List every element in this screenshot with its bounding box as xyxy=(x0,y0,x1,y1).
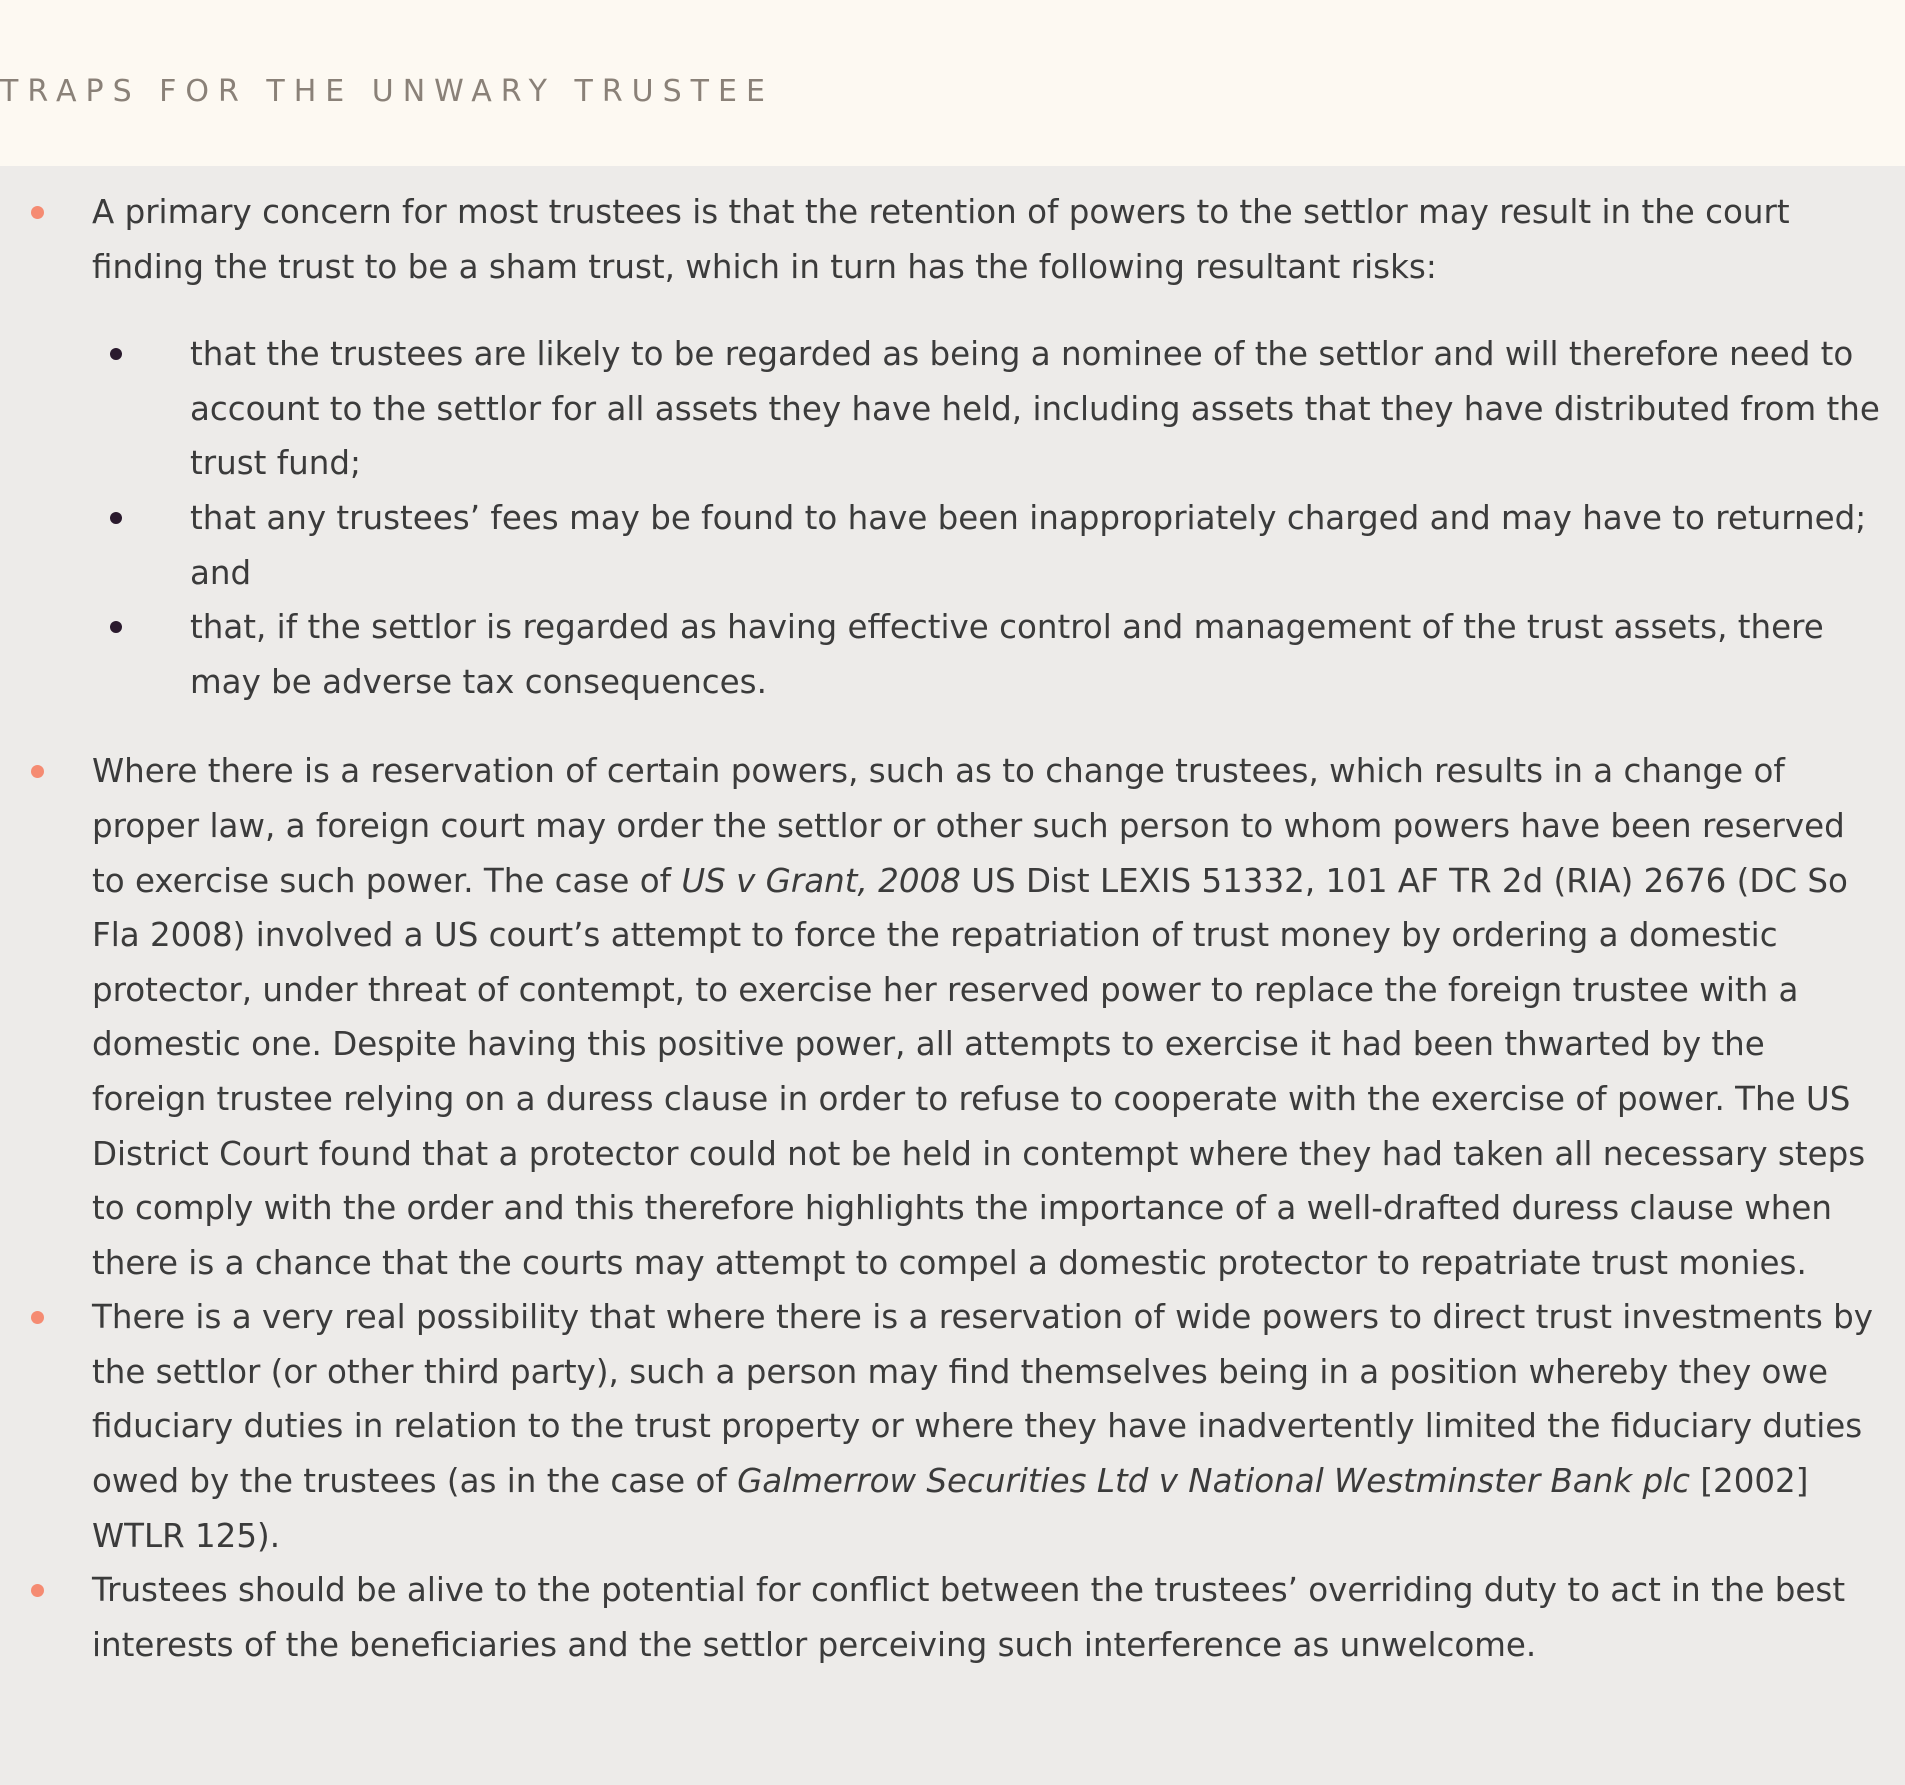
list-item-text-end: US Dist LEXIS 51332, 101 AF TR 2d (RIA) 2676 (DC So Fla 2008) involved a US court’s attempt to force the repatriation of trust money by ordering a domestic protector, under threat of contempt, to exercise her reserved power to replace the foreign trustee with a domestic one. Despite having this positive power, all attempts to exercise it had been thwarted by the foreign trustee relying on a duress clause in order to refuse to cooperate with the exercise of power. The US District Court found that a protector could not be held in contempt where they had taken all necessary steps to comply with the order and this therefore highlights the importance of a well-drafted duress clause when there is a chance that the courts may attempt to compel a domestic protector to repatriate trust monies. xyxy=(92,861,1866,1282)
bullet-dot-icon xyxy=(31,206,44,219)
case-citation: US v Grant, 2008 xyxy=(681,861,961,900)
list-item xyxy=(0,744,1905,1290)
sub-list-item-text: that any trustees’ fees may be found to have been inappropriately charged and may have to returned; and xyxy=(190,498,1867,592)
list-item xyxy=(0,1290,1905,1563)
sub-list-item-text: that, if the settlor is regarded as having effective control and management of the trust assets, there may be adverse tax consequences. xyxy=(190,608,1824,701)
bullet-dot-icon xyxy=(31,1584,44,1597)
bullet-dot-icon xyxy=(31,1311,44,1324)
list-item xyxy=(0,185,1905,709)
section-title: TRAPS FOR THE UNWARY TRUSTEE xyxy=(0,74,774,109)
sub-bullet-dot-icon xyxy=(110,512,122,524)
sub-list-item xyxy=(92,327,1887,491)
sub-list-item xyxy=(92,491,1887,600)
list-item-text-start: There is a very real possibility that where there is a reservation of wide powers to direct trust investments by the settlor (or other third party), such a person may find themselves being in a position whereby they owe fiduciary duties in relation to the trust property or where they have inadvertently limited the fiduciary duties owed by the trustees (as in the case of xyxy=(92,1298,1873,1501)
content-area xyxy=(0,166,1905,1672)
list-item-text: A primary concern for most trustees is that the retention of powers to the settlor may result in the court finding the trust to be a sham trust, which in turn has the following resultant risks: xyxy=(92,193,1790,286)
bullet-list xyxy=(0,185,1905,1672)
list-item-text: Trustees should be alive to the potential for conflict between the trustees’ overriding duty to act in the best interests of the beneficiaries and the settlor perceiving such interference as unwelcome. xyxy=(92,1571,1846,1664)
sub-list-item xyxy=(92,600,1887,709)
sub-bullet-dot-icon xyxy=(110,348,122,360)
header-band xyxy=(0,0,1905,166)
list-item-text-start: Where there is a reservation of certain powers, such as to change trustees, which results in a change of proper law, a foreign court may order the settlor or other such person to whom powers have been reserved to exercise such power. The case of xyxy=(92,752,1845,900)
bullet-dot-icon xyxy=(31,765,44,778)
sub-list-item-text: that the trustees are likely to be regarded as being a nominee of the settlor and will therefore need to account to the settlor for all assets they have held, including assets that they have distributed from the trust fund; xyxy=(190,335,1880,483)
sub-bullet-list xyxy=(92,327,1880,709)
case-citation: Galmerrow Securities Ltd v National Westminster Bank plc xyxy=(737,1462,1691,1501)
sub-bullet-dot-icon xyxy=(110,621,122,633)
list-item xyxy=(0,1563,1905,1672)
list-item-text-end: [2002] WTLR 125). xyxy=(92,1462,1809,1555)
